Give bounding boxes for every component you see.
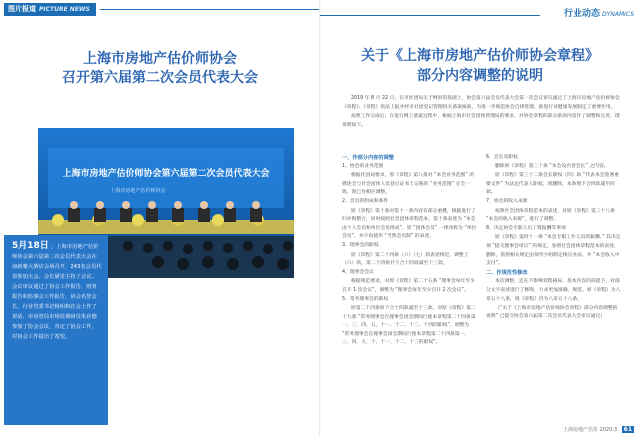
body-paragraph: 原《章程》第二十四条（六）（七）款表述相近，调整了（六）款，第二十四条共下合十四款减至十三款。 — [342, 252, 469, 267]
item-heading: 7、协会的收入来源 — [486, 199, 528, 205]
title-line-1: 关于《上海市房地产估价师协会章程》 — [361, 48, 599, 64]
photo-sub-banner: 上海市房地产估价师协会 — [110, 188, 166, 194]
section-tag-en: DYNAMICS — [602, 11, 634, 18]
title-line-1: 上海市房地产估价师协会 — [83, 51, 237, 67]
header-rule — [320, 15, 540, 16]
body-paragraph: 原第二十四条原下合十四款减至十三款，对原《章程》第二十九条 “常务理事会在理事会闭会期间行使本章程第二十四条第一、三、四、五、十一、十二、十三、十四的职权”，调整为 “常务理事会在理事会闭会期间行使本章程第二十四条第一、三、四、九、十、十一、十二、十三的职权”。 — [342, 306, 476, 346]
intro-paragraphs — [342, 95, 622, 131]
picture-news-header — [0, 0, 320, 18]
section-tag-en: PICTURE NEWS — [39, 6, 90, 13]
section-heading: 一、作部分内容的调整 — [342, 155, 394, 161]
summary-text: ，上海市房地产估价师协会第六届第二次会员代表大会在南新雅大酒店会场召开，243名会员代表参加大会。会长屠觉主持了会议。会议审议通过了协会工作报告、财务报告和监事会工作报告，协会名誉会长、行业党委书记杨相和在会上作了讲话，市房管局市场处调研员朱存德参加了协会会议，肯定了协会工作，对协会工作提出了希望。 — [12, 244, 102, 340]
section-tag — [4, 3, 96, 16]
right-page — [320, 0, 640, 437]
body-paragraph: 原《章程》第三十二条会长职权（四）款 “代表本会签署重要文件” 为法定代表人职权，现删除，本条增下合四款减至四款。 — [486, 173, 619, 196]
summary-box — [4, 235, 108, 425]
page-footer — [563, 426, 634, 433]
body-paragraph: 根据规范要求，对原《章程》第二十五条 “理事会每年至少召开 1 次会议”，调整为 “理事会每年至少召开 2 次会议”。 — [342, 279, 475, 293]
header-rule — [100, 9, 320, 10]
body-paragraph: （“关于《上海市房地产估价师协会章程》部分内容调整的说明” 已提交协会第六届第二次会员代表大会审议通过） — [486, 305, 618, 320]
body-paragraph: 根据社团局要求，原《章程》第八条对 “本会业务范围” 的描述全与社会团体人员登记证书上记载的 “业务范围” 完全一致，现已作相应调整。 — [342, 173, 475, 196]
body-paragraph: 本次调整，还在不影响章程格局、基本内容的前提下，对部分文字表述进行了修饰，力求更加准确、规范。原《章程》为八章五十八条，现《章程》仍为八章五十八条。 — [486, 279, 621, 302]
item-heading: 1、协会的业务范围 — [342, 164, 384, 170]
body-paragraph: 原《章程》第十条对第十一条内容有部分重叠，根据进行了归并和整合，同时按照社会团体章程范本，第十条表述为 “本会由个人会员和单位会员组成”，原 “团体会员” 一律改称为 “单位会员”，并不再使用 “当然会员制” 的表述。 — [342, 208, 477, 240]
body-paragraph: 按照社会团体章程范本的表述，对原《章程》第三十八条 “本会的收入来源”，进行了调整。 — [486, 208, 615, 223]
item-heading: 4、理事会会议 — [342, 270, 374, 276]
title-line-2: 召开第六届第二次会员代表大会 — [62, 70, 258, 86]
item-heading: 3、理事会的职权 — [342, 243, 379, 249]
text-column-2 — [486, 154, 621, 322]
section-tag-cn: 图片报道 — [8, 5, 36, 13]
article-title-left — [60, 50, 260, 88]
body-paragraph: 删除原《章程》第三十条 “本会设名誉会长” 之内容。 — [495, 164, 609, 170]
intro-paragraph: 2019 年 8 月 22 日，在市社团局关于网审的基础上，协会第六届会员代表大会第一次会议审议通过了上海市房地产估价师协会《章程》。《章程》依法上报并经市社团登记管理机关备案核准，为进一步规范协会自律管理，推进行业健康发展制定了重要作用。 — [342, 96, 620, 110]
photo-banner: 上海市房地产估价师协会第六届第二次会员代表大会 — [62, 169, 270, 179]
section-tag — [564, 6, 634, 19]
summary-date: 5月18日 — [12, 241, 49, 251]
dynamics-header — [320, 0, 640, 24]
item-heading: 2、会员的组成和条件 — [342, 199, 389, 205]
title-line-2: 部分内容调整的说明 — [417, 68, 543, 84]
section-tag-cn: 行业动态 — [564, 9, 601, 19]
page-number: 61 — [623, 426, 632, 433]
magazine-name: 上海房地产估价 — [562, 427, 598, 433]
article-title-right — [340, 46, 620, 86]
text-column-1 — [342, 154, 477, 349]
item-heading: 8、决定协会专职人员工资报酬等事项 — [486, 226, 566, 232]
body-paragraph: 原《章程》第四十一条 “本会专职工作人员的薪酬，” 其决定须 “提交理事会审议” 的规定，参照社会团体章程范本的表述，删除，依照相关规定由领导小组制定相应办法，并 “本会收入中支付”。 — [486, 235, 621, 267]
item-heading: 5、常务理事会的职权 — [342, 297, 389, 302]
section-heading: 二、作规范性修改 — [486, 270, 528, 277]
issue-number: 2020.3 — [599, 427, 618, 433]
item-heading: 6、会长及职权 — [486, 155, 518, 160]
intro-paragraph: 按照工作完成后，在进行网上备案过程中，根据上海市社会团体管理局的要求，对协会章程的部分条款内容作了调整和完善，现说明如下。 — [342, 114, 620, 128]
